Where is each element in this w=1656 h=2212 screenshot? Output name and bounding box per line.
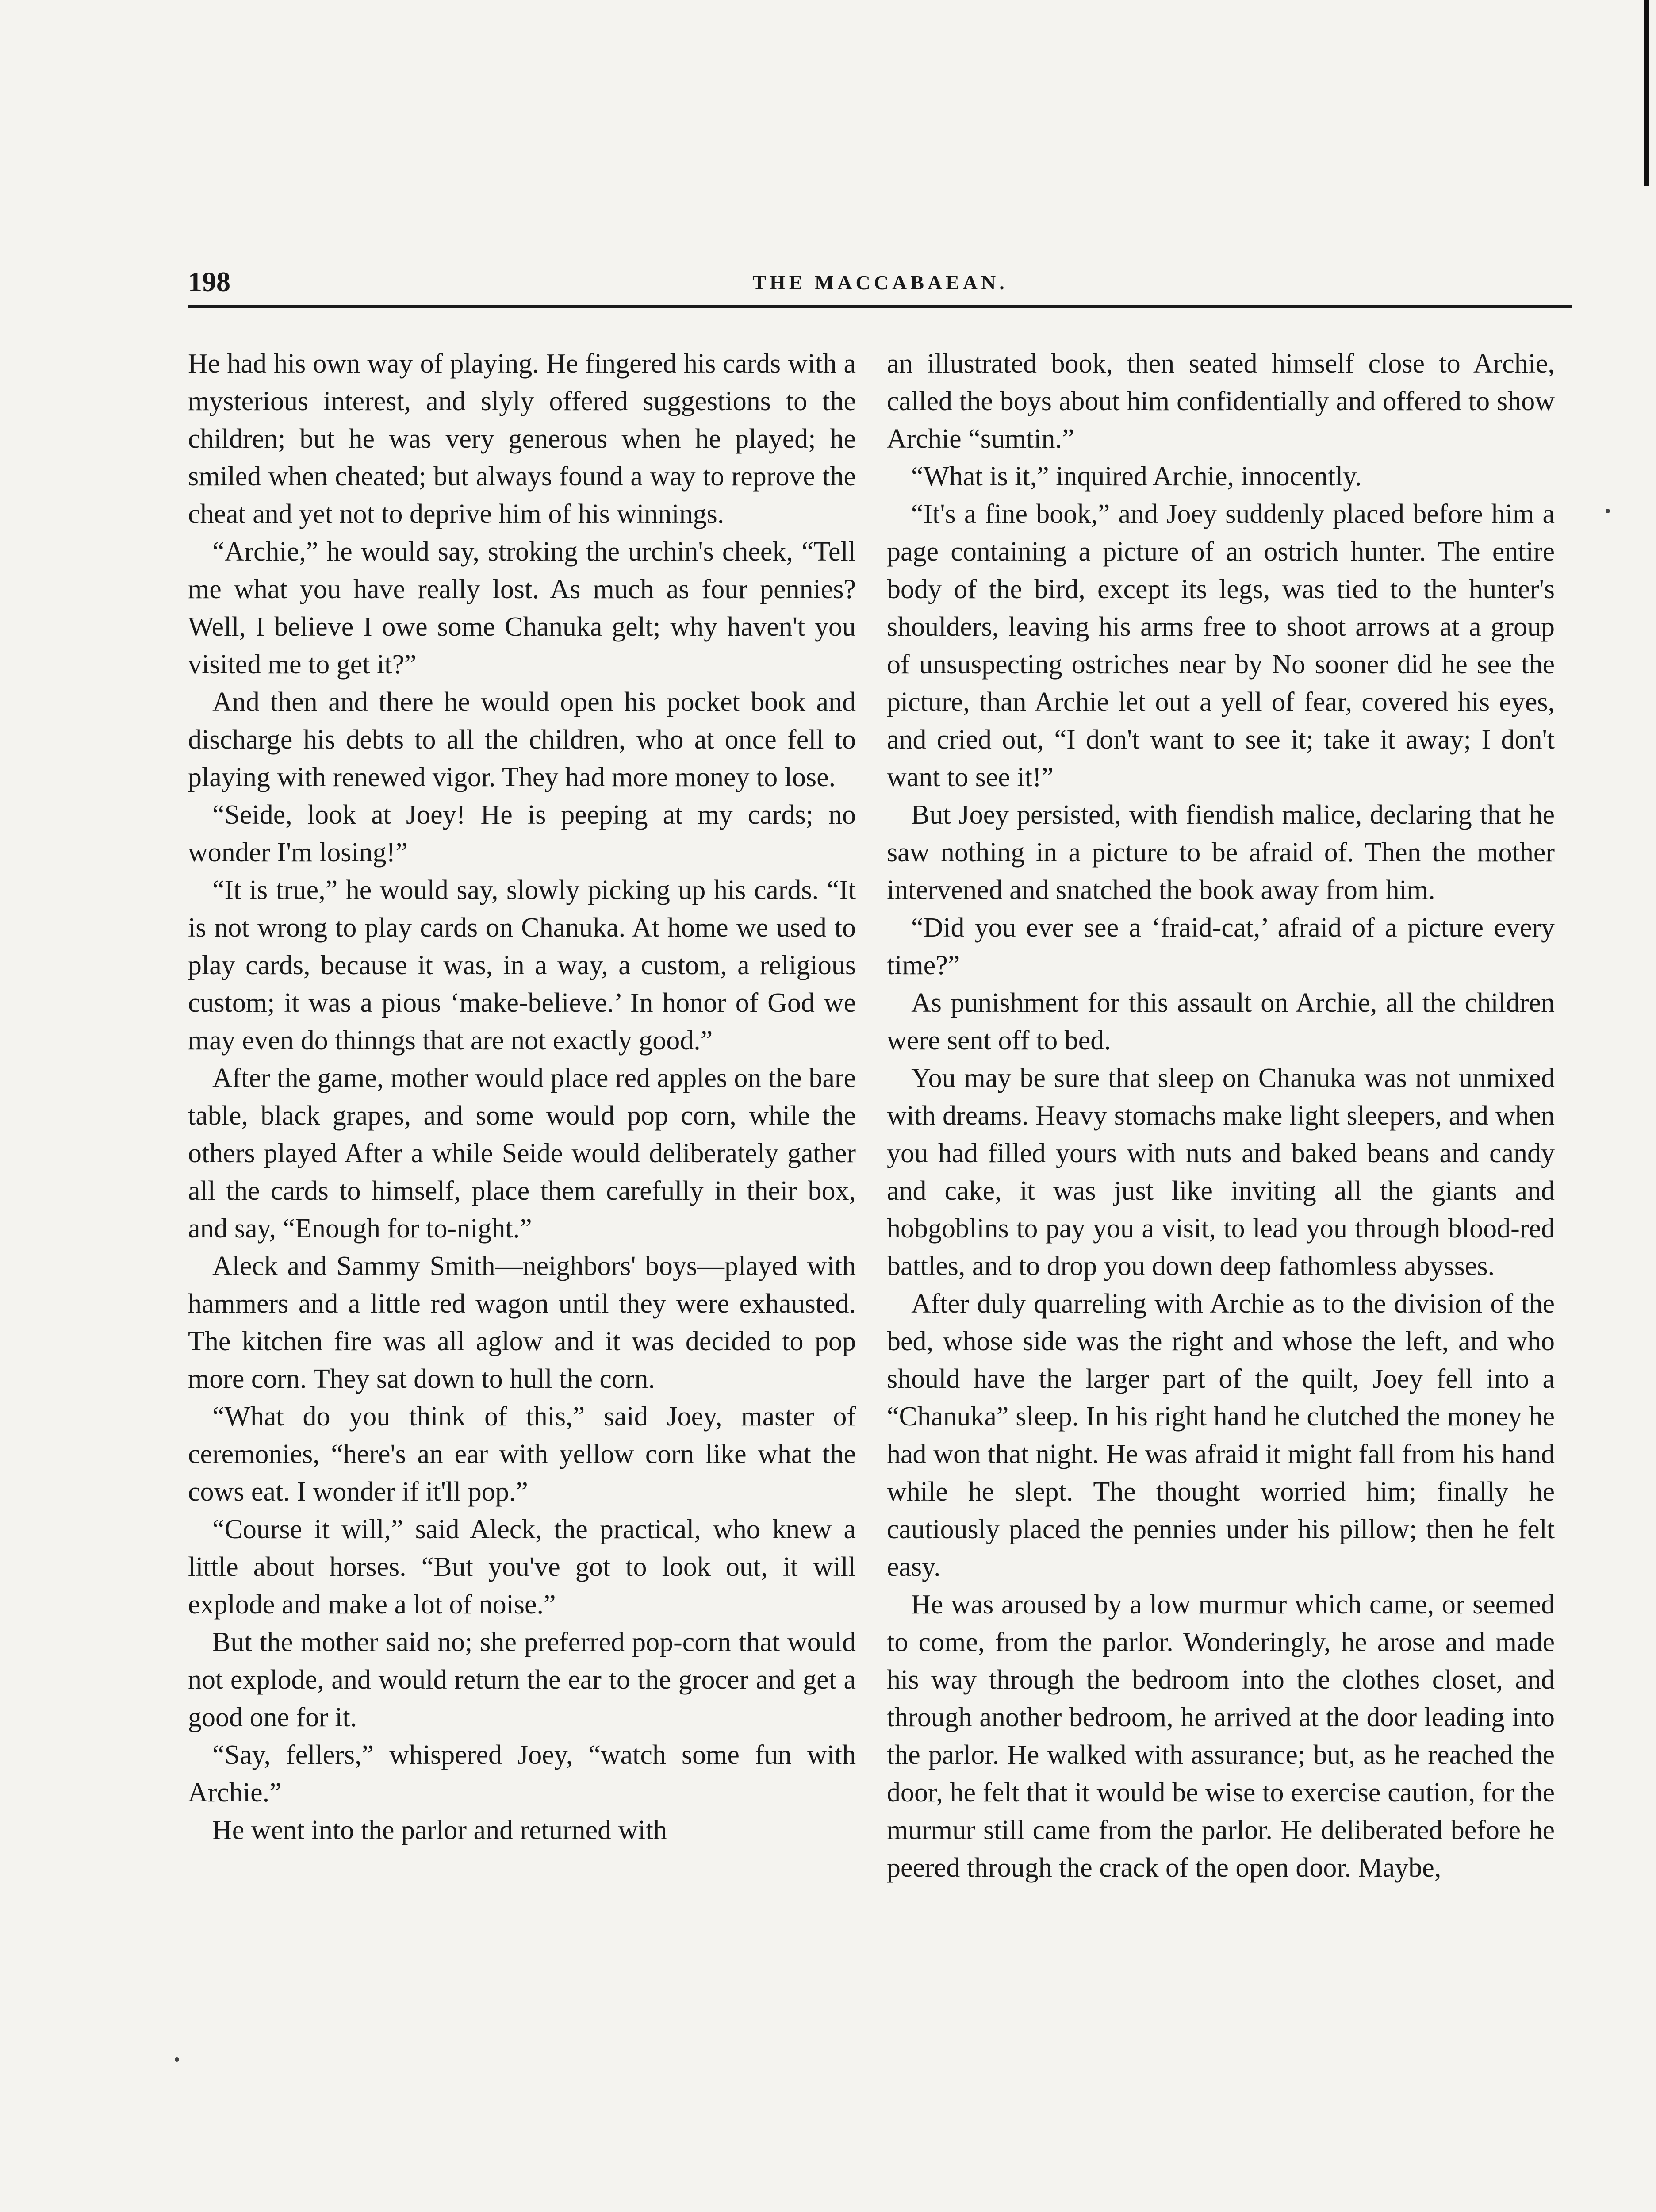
paragraph: He was aroused by a low murmur which came, or seemed to come, from the parlor. Wonderingly, he arose and made his way through the bedroom into the clothes closet, and through another bedroom, he arrived at the door leading into the parlor. He walked with assurance; but, as he reached the door, he felt that it would be wise to exercise caution, for the murmur still came from the parlor. He deliberated before he peered through the crack of the open door. Maybe, xyxy=(887,1590,1555,1883)
paragraph: And then and there he would open his pocket book and discharge his debts to all the children, who at once fell to playing with renewed vigor. They had more money to lose. xyxy=(188,687,856,792)
paragraph: But the mother said no; she preferred pop-corn that would not explode, and would return the ear to the grocer and get a good one for it. xyxy=(188,1627,856,1732)
paragraph: Aleck and Sammy Smith—neighbors' boys—played with hammers and a little red wagon until they were exhausted. The kitchen fire was all aglow and it was decided to pop more corn. They sat down to hull the corn. xyxy=(188,1251,856,1394)
paragraph: He had his own way of playing. He fingered his cards with a mysterious interest, and slyly offered suggestions to the children; but he was very generous when he played; he smiled when cheated; but always found a way to reprove the cheat and yet not to deprive him of his winnings. xyxy=(188,349,856,529)
scan-speck xyxy=(175,2057,179,2062)
scan-speck xyxy=(1606,509,1610,513)
paragraph: “What do you think of this,” said Joey, master of ceremonies, “here's an ear with yellow corn like what the cows eat. I wonder if it'll pop.” xyxy=(188,1402,856,1507)
paragraph: As punishment for this assault on Archie, all the children were sent off to bed. xyxy=(887,988,1555,1056)
header-rule xyxy=(188,305,1572,308)
paragraph: “Say, fellers,” whispered Joey, “watch some fun with Archie.” xyxy=(188,1740,856,1808)
paragraph: “What is it,” inquired Archie, innocently. xyxy=(911,461,1362,492)
paragraph: After the game, mother would place red apples on the bare table, black grapes, and some would pop corn, while the others played After a while Seide would deliberately gather all the cards to himself, place them carefully in their box, and say, “Enough for to-night.” xyxy=(188,1063,856,1244)
scan-edge-bar xyxy=(1644,0,1649,186)
page-number: 198 xyxy=(188,266,230,297)
paragraph: But Joey persisted, with fiendish malice, declaring that he saw nothing in a picture to be afraid of. Then the mother intervened and snatched the book away from him. xyxy=(887,800,1555,905)
right-column xyxy=(887,345,1555,1887)
paragraph: “Archie,” he would say, stroking the urchin's cheek, “Tell me what you have really lost. As much as four pennies? Well, I believe I owe some Chanuka gelt; why haven't you visited me to get it?” xyxy=(188,537,856,680)
paragraph: He went into the parlor and returned with xyxy=(212,1815,667,1845)
paragraph: “It is true,” he would say, slowly picking up his cards. “It is not wrong to play cards on Chanuka. At home we used to play cards, because it was, in a way, a custom, a religious custom; it was a pious ‘make-believe.’ In honor of God we may even do thinngs that are not exactly good.” xyxy=(188,875,856,1056)
paragraph: “Did you ever see a ‘fraid-cat,’ afraid of a picture every time?” xyxy=(887,913,1555,980)
page-header xyxy=(188,265,1572,301)
paragraph: an illustrated book, then seated himself close to Archie, called the boys about him confidentially and offered to show Archie “sumtin.” xyxy=(887,349,1555,454)
paragraph: “It's a fine book,” and Joey suddenly placed before him a page containing a picture of an ostrich hunter. The entire body of the bird, except its legs, was tied to the hunter's shoulders, leaving his arms free to shoot arrows at a group of unsuspecting ostriches near by No sooner did he see the picture, than Archie let out a yell of fear, covered his eyes, and cried out, “I don't want to see it; take it away; I don't want to see it!” xyxy=(887,499,1555,792)
paragraph: “Course it will,” said Aleck, the practical, who knew a little about horses. “But you've got to look out, it will explode and make a lot of noise.” xyxy=(188,1514,856,1620)
paragraph: You may be sure that sleep on Chanuka was not unmixed with dreams. Heavy stomachs make light sleepers, and when you had filled yours with nuts and baked beans and candy and cake, it was just like inviting all the giants and hobgoblins to pay you a visit, to lead you through blood-red battles, and to drop you down deep fathomless abysses. xyxy=(887,1063,1555,1281)
paragraph: After duly quarreling with Archie as to the division of the bed, whose side was the right and whose the left, and who should have the larger part of the quilt, Joey fell into a “Chanuka” sleep. In his right hand he clutched the money he had won that night. He was afraid it might fall from his hand while he slept. The thought worried him; finally he cautiously placed the pennies under his pillow; then he felt easy. xyxy=(887,1289,1555,1582)
left-column xyxy=(188,345,856,1849)
running-title: THE MACCABAEAN. xyxy=(752,271,1008,294)
paragraph: “Seide, look at Joey! He is peeping at my cards; no wonder I'm losing!” xyxy=(188,800,856,868)
